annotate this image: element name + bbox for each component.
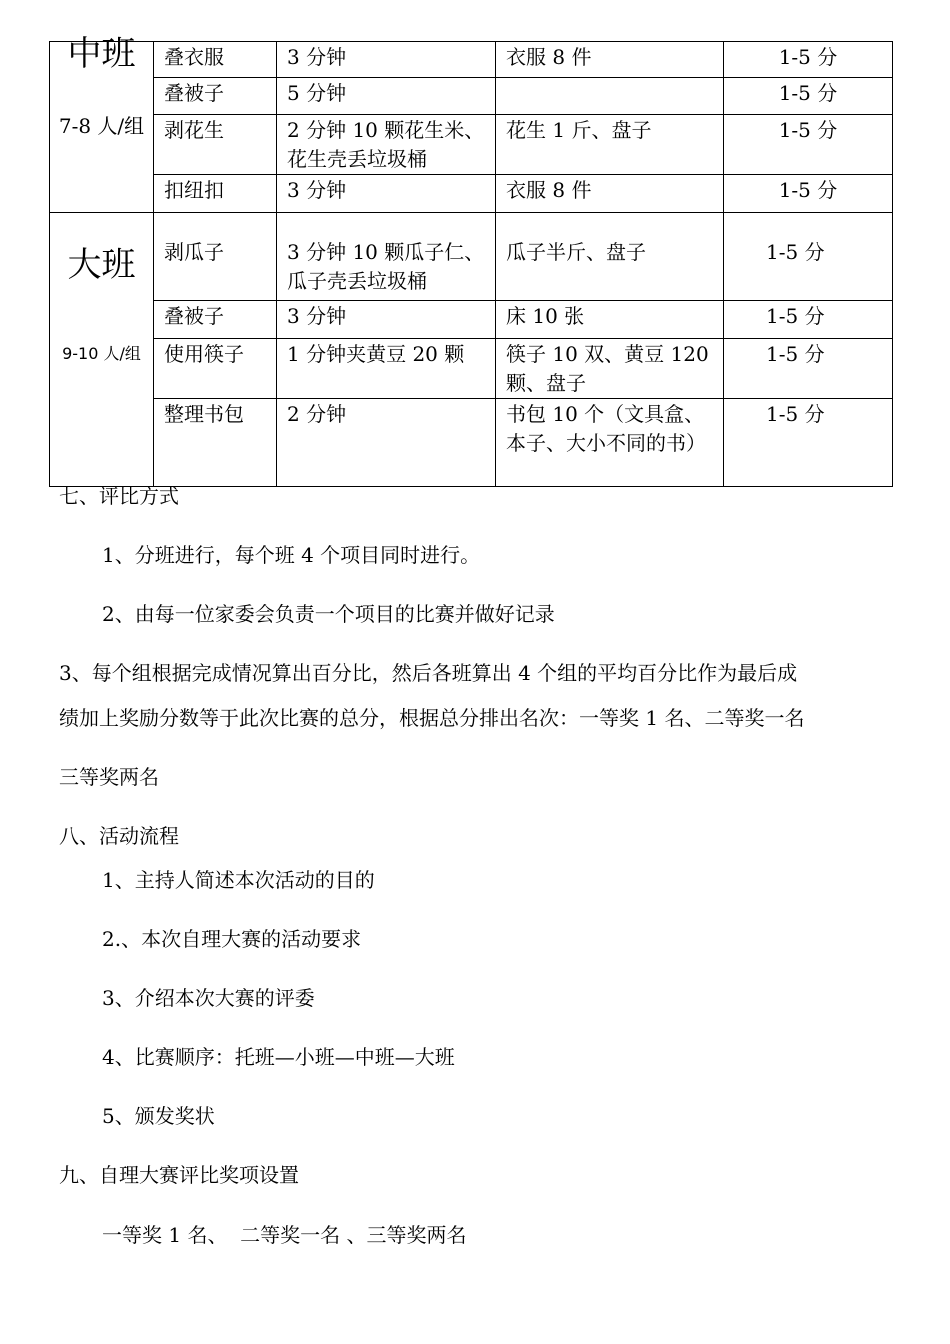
group-name: 大班 (67, 245, 136, 285)
group-cell-senior-class (50, 213, 154, 487)
materials-cell: 书包 10 个（文具盒、本子、大小不同的书） (496, 399, 724, 487)
time-cell: 3 分钟 10 颗瓜子仁、瓜子壳丢垃圾桶 (277, 213, 496, 301)
materials-cell: 衣服 8 件 (496, 175, 724, 213)
task-cell: 剥花生 (154, 115, 277, 175)
group-name: 中班 (67, 34, 136, 74)
score-cell: 1-5 分 (724, 301, 893, 339)
materials-cell: 瓜子半斤、盘子 (496, 213, 724, 301)
time-cell: 5 分钟 (277, 78, 496, 115)
materials-cell: 筷子 10 双、黄豆 120 颗、盘子 (496, 339, 724, 399)
table-row (50, 339, 893, 399)
table-row (50, 175, 893, 213)
section-heading-awards: 九、自理大赛评比奖项设置 (59, 1163, 299, 1187)
process-step-4: 4、比赛顺序：托班—小班—中班—大班 (102, 1045, 455, 1069)
table-row (50, 115, 893, 175)
table-row (50, 399, 893, 487)
time-cell: 3 分钟 (277, 42, 496, 78)
task-cell: 使用筷子 (154, 339, 277, 399)
score-cell: 1-5 分 (724, 213, 893, 301)
time-cell: 3 分钟 (277, 175, 496, 213)
time-cell: 2 分钟 (277, 399, 496, 487)
group-size: 7-8 人/组 (58, 114, 145, 138)
materials-cell: 衣服 8 件 (496, 42, 724, 78)
table-row (50, 301, 893, 339)
evaluation-item-1: 1、分班进行，每个班 4 个项目同时进行。 (102, 543, 481, 567)
evaluation-item-3-line-2: 绩加上奖励分数等于此次比赛的总分，根据总分排出名次：一等奖 1 名、二等奖一名 (59, 706, 805, 730)
evaluation-item-3-line-3: 三等奖两名 (59, 765, 159, 789)
table-row (50, 213, 893, 301)
score-cell: 1-5 分 (724, 78, 893, 115)
materials-cell: 床 10 张 (496, 301, 724, 339)
process-step-1: 1、主持人简述本次活动的目的 (102, 868, 375, 892)
time-cell: 1 分钟夹黄豆 20 颗 (277, 339, 496, 399)
awards-line: 一等奖 1 名、 二等奖一名 、三等奖两名 (102, 1223, 467, 1247)
competition-table (49, 34, 893, 487)
task-cell: 叠衣服 (154, 42, 277, 78)
task-cell: 剥瓜子 (154, 213, 277, 301)
section-heading-process: 八、活动流程 (59, 824, 179, 848)
group-cell-middle-class (50, 34, 154, 213)
table-row (50, 42, 893, 78)
time-cell: 3 分钟 (277, 301, 496, 339)
time-cell: 2 分钟 10 颗花生米、花生壳丢垃圾桶 (277, 115, 496, 175)
evaluation-item-3-line-1: 3、每个组根据完成情况算出百分比，然后各班算出 4 个组的平均百分比作为最后成 (59, 661, 798, 685)
score-cell: 1-5 分 (724, 175, 893, 213)
task-cell: 叠被子 (154, 78, 277, 115)
score-cell: 1-5 分 (724, 339, 893, 399)
process-step-2: 2.、本次自理大赛的活动要求 (102, 927, 362, 951)
task-cell: 整理书包 (154, 399, 277, 487)
process-step-3: 3、介绍本次大赛的评委 (102, 986, 315, 1010)
group-size: 9-10 人/组 (62, 344, 141, 363)
task-cell: 叠被子 (154, 301, 277, 339)
task-cell: 扣纽扣 (154, 175, 277, 213)
evaluation-item-2: 2、由每一位家委会负责一个项目的比赛并做好记录 (102, 602, 555, 626)
score-cell: 1-5 分 (724, 42, 893, 78)
materials-cell (496, 78, 724, 115)
score-cell: 1-5 分 (724, 115, 893, 175)
table-row (50, 78, 893, 115)
process-step-5: 5、颁发奖状 (102, 1104, 215, 1128)
section-heading-evaluation: 七、评比方式 (59, 484, 179, 508)
materials-cell: 花生 1 斤、盘子 (496, 115, 724, 175)
score-cell: 1-5 分 (724, 399, 893, 487)
